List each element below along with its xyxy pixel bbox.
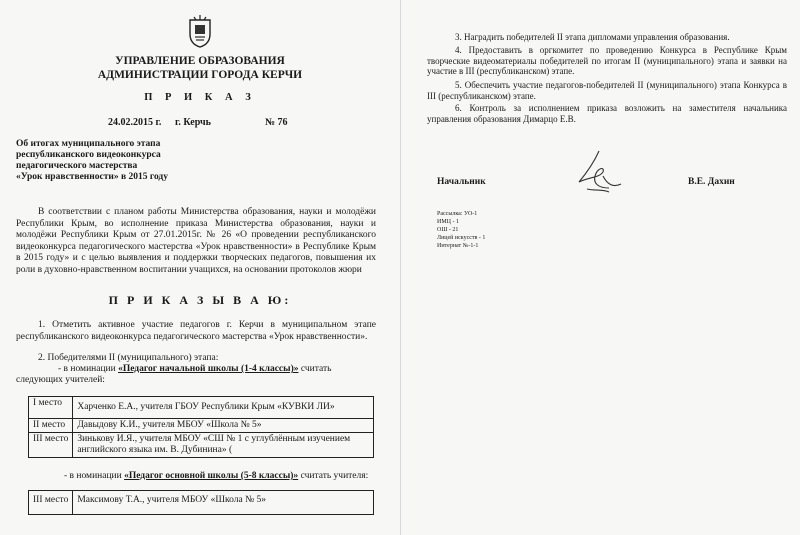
orders-heading: П Р И К А З Ы В А Ю: <box>108 293 292 307</box>
order-item-3: 3. Наградить победителей II этапа дипломами управления образования. <box>455 32 730 42</box>
place-cell: II место <box>29 419 73 433</box>
place-cell: III место <box>29 491 73 515</box>
order-item-6: 6. Контроль за исполнением приказа возложить на заместителя начальника управления образования Димарцо Е.В. <box>427 103 787 124</box>
nomination-primary-name: «Педагог начальной школы (1-4 классы)» <box>118 364 299 374</box>
order-item-5: 5. Обеспечить участие педагогов-победителей II (муниципального) этапа Конкурса в III (республиканском) этапе. <box>427 80 787 101</box>
winner-cell: Харченко Е.А., учителя ГБОУ Республики Крым «КУВКИ ЛИ» <box>73 397 374 419</box>
distribution-line: Рассылка: УО-1 <box>437 211 478 217</box>
coat-of-arms-icon <box>187 14 213 48</box>
distribution-line: Лицей искусств - 1 <box>437 235 486 241</box>
nomination-prefix: - в номинации <box>64 471 122 481</box>
nomination-basic-line <box>64 471 368 481</box>
distribution-line: ОШ - 21 <box>437 227 459 233</box>
intro-paragraph: В соответствии с планом работы Министерства образования, науки и молодёжи Республики Крым, во исполнение приказа Министерства образования, науки и молодёжи Республики Крым от 27.01.2015г. № 26 «О проведении республиканского видеоконкурса педагогического мастерства «Урок нравственности» в Республике Крым в 2015 году» и с целью выявления и поддержки творческих педагогов, повышения их роли в духовно-нравственном воспитании учащихся, на основании протоколов жюри <box>16 207 376 275</box>
order-page-right <box>400 0 800 535</box>
nomination-prefix: - в номинации <box>58 364 116 374</box>
nomination-suffix: считать учителя: <box>300 471 369 481</box>
signatory-name: В.Е. Дахин <box>688 177 735 187</box>
subject-line: педагогического мастерства <box>16 161 138 171</box>
table-row <box>29 419 374 433</box>
nomination-primary-line <box>58 364 331 374</box>
place-cell: III место <box>29 433 73 458</box>
winner-cell: Зинькову И.Я., учителя МБОУ «СШ № 1 с углублённым изучением английского языка им. В. Дубинина» ( <box>73 433 374 458</box>
table-row <box>29 433 374 458</box>
document-type: П Р И К А З <box>144 92 256 103</box>
nomination-basic-name: «Педагог основной школы (5-8 классы)» <box>124 471 299 481</box>
subject-line: республиканского видеоконкурса <box>16 150 161 160</box>
winner-cell: Давыдову К.И., учителя МБОУ «Школа № 5» <box>73 419 374 433</box>
signatory-role: Начальник <box>437 177 486 187</box>
winners-table-basic <box>28 490 374 515</box>
nomination-primary-suffix: следующих учителей: <box>16 375 105 385</box>
order-item-1: 1. Отметить активное участие педагогов г. Керчи в муниципальном этапе республиканского видеоконкурса педагогического мастерства «Урок нравственности». <box>16 320 376 342</box>
order-city: г. Керчь <box>175 117 211 128</box>
subject-line: Об итогах муниципального этапа <box>16 139 161 149</box>
winners-table-primary <box>28 396 374 458</box>
table-row <box>29 491 374 515</box>
order-date: 24.02.2015 г. <box>108 117 162 128</box>
distribution-line: ИМЦ - 1 <box>437 219 459 225</box>
handwritten-signature <box>569 148 625 196</box>
org-name-line1: УПРАВЛЕНИЕ ОБРАЗОВАНИЯ <box>115 55 285 67</box>
place-cell: I место <box>29 397 73 419</box>
order-item-4: 4. Предоставить в оргкомитет по проведению Конкурса в Республике Крым творческие видеоматериалы победителей по итогам II (муниципального) этапа и заявки на участие в III (республиканском) этапе. <box>427 45 787 76</box>
nomination-suffix: считать <box>300 364 332 374</box>
winner-cell: Максимову Т.А., учителя МБОУ «Школа № 5» <box>73 491 374 515</box>
org-name-line2: АДМИНИСТРАЦИИ ГОРОДА КЕРЧИ <box>97 69 303 81</box>
order-number: № 76 <box>265 117 288 128</box>
order-item-2: 2. Победителями II (муниципального) этапа: <box>38 353 219 363</box>
subject-line: «Урок нравственности» в 2015 году <box>16 172 168 182</box>
distribution-line: Интернат №-1-1 <box>437 243 479 249</box>
table-row <box>29 397 374 419</box>
